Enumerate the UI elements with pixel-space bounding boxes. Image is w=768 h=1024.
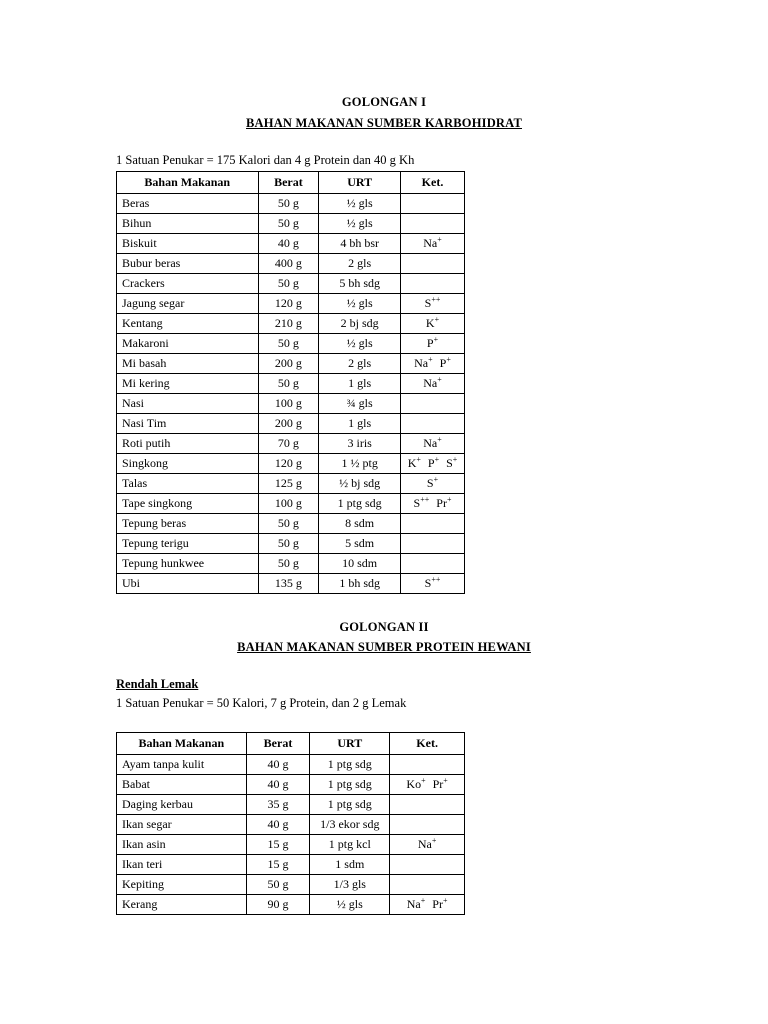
weight-cell: 90 g: [246, 895, 310, 915]
table-row: [117, 294, 465, 314]
column-header-urt: URT: [310, 733, 390, 755]
weight-cell: 50 g: [258, 514, 319, 534]
nutrient-level: +: [437, 235, 442, 244]
nutrient-code: Na: [406, 897, 421, 911]
table-row: [117, 354, 465, 374]
table-row: [117, 314, 465, 334]
urt-cell: 4 bh bsr: [319, 234, 401, 254]
weight-cell: 50 g: [258, 334, 319, 354]
weight-cell: 100 g: [258, 494, 319, 514]
weight-cell: 100 g: [258, 394, 319, 414]
table-row: [117, 795, 465, 815]
table-row: [117, 434, 465, 454]
weight-cell: 50 g: [258, 194, 319, 214]
table-row: [117, 234, 465, 254]
nutrient-code: Na: [423, 436, 438, 450]
weight-cell: 120 g: [258, 294, 319, 314]
urt-cell: ½ gls: [319, 334, 401, 354]
notes-cell: [401, 574, 465, 594]
weight-cell: 200 g: [258, 414, 319, 434]
nutrient-code: S: [426, 476, 434, 490]
food-name-cell: Jagung segar: [117, 294, 259, 314]
table-row: [117, 574, 465, 594]
nutrient-level: ++: [431, 295, 441, 304]
nutrient-code: K: [407, 456, 417, 470]
food-name-cell: Ikan segar: [117, 815, 247, 835]
table-row: [117, 334, 465, 354]
notes-cell: [401, 234, 465, 254]
food-name-cell: Roti putih: [117, 434, 259, 454]
weight-cell: 35 g: [246, 795, 310, 815]
section1-heading: GOLONGAN I: [341, 95, 427, 109]
urt-cell: 1 ½ ptg: [319, 454, 401, 474]
column-header-weight: Berat: [258, 172, 319, 194]
nutrient-code: Ko: [406, 777, 422, 791]
nutrient-level: +: [428, 355, 433, 364]
table-row: [117, 194, 465, 214]
notes-cell: [401, 494, 465, 514]
weight-cell: 50 g: [246, 875, 310, 895]
nutrient-level: +: [442, 896, 448, 905]
notes-cell: [401, 254, 465, 274]
notes-cell: [401, 474, 465, 494]
notes-cell: [401, 334, 465, 354]
weight-cell: 40 g: [258, 234, 319, 254]
food-name-cell: Beras: [117, 194, 259, 214]
food-name-cell: Mi kering: [117, 374, 259, 394]
food-name-cell: Tepung hunkwee: [117, 554, 259, 574]
table-row: [117, 835, 465, 855]
column-header-urt: URT: [319, 172, 401, 194]
nutrient-level: +: [443, 776, 448, 785]
notes-cell: [390, 835, 465, 855]
urt-cell: 1 ptg sdg: [319, 494, 401, 514]
urt-cell: ½ gls: [319, 194, 401, 214]
notes-cell: [401, 354, 465, 374]
urt-cell: ¾ gls: [319, 394, 401, 414]
section2-subheading: BAHAN MAKANAN SUMBER PROTEIN HEWANI: [237, 640, 531, 654]
food-name-cell: Kepiting: [117, 875, 247, 895]
urt-cell: 1 gls: [319, 414, 401, 434]
nutrient-code: S: [424, 576, 432, 590]
notes-cell: [401, 414, 465, 434]
weight-cell: 50 g: [258, 554, 319, 574]
food-name-cell: Bubur beras: [117, 254, 259, 274]
table-row: [117, 815, 465, 835]
nutrient-level: +: [433, 335, 439, 344]
urt-cell: 2 gls: [319, 254, 401, 274]
urt-cell: 1 gls: [319, 374, 401, 394]
urt-cell: 10 sdm: [319, 554, 401, 574]
weight-cell: 40 g: [246, 755, 310, 775]
section2-exchange-text: 1 Satuan Penukar = 50 Kalori, 7 g Protein, dan 2 g Lemak: [116, 696, 407, 710]
table-row: [117, 855, 465, 875]
notes-cell: [390, 815, 465, 835]
nutrient-level: +: [446, 495, 452, 504]
food-name-cell: Nasi Tim: [117, 414, 259, 434]
nutrient-level: +: [416, 455, 421, 464]
table-header-row: [117, 733, 465, 755]
notes-cell: [390, 895, 465, 915]
nutrient-code: S: [413, 496, 421, 510]
food-name-cell: Singkong: [117, 454, 259, 474]
food-name-cell: Ikan teri: [117, 855, 247, 875]
nutrient-code: P: [427, 456, 435, 470]
urt-cell: ½ gls: [319, 294, 401, 314]
food-name-cell: Kerang: [117, 895, 247, 915]
table-row: [117, 474, 465, 494]
food-name-cell: Ayam tanpa kulit: [117, 755, 247, 775]
urt-cell: 2 bj sdg: [319, 314, 401, 334]
table-row: [117, 514, 465, 534]
table-row: [117, 494, 465, 514]
weight-cell: 15 g: [246, 855, 310, 875]
nutrient-code: P: [426, 336, 434, 350]
urt-cell: 1 ptg kcl: [310, 835, 390, 855]
weight-cell: 400 g: [258, 254, 319, 274]
urt-cell: 1/3 ekor sdg: [310, 815, 390, 835]
column-header-notes: Ket.: [390, 733, 465, 755]
notes-cell: [401, 194, 465, 214]
food-name-cell: Nasi: [117, 394, 259, 414]
table-row: [117, 755, 465, 775]
section2-heading: GOLONGAN II: [339, 620, 429, 634]
notes-cell: [401, 554, 465, 574]
notes-cell: [390, 775, 465, 795]
weight-cell: 200 g: [258, 354, 319, 374]
urt-cell: ½ gls: [319, 214, 401, 234]
weight-cell: 50 g: [258, 274, 319, 294]
notes-cell: [390, 755, 465, 775]
table-row: [117, 454, 465, 474]
table-row: [117, 875, 465, 895]
nutrient-code: Na: [423, 236, 438, 250]
nutrient-code: S: [424, 296, 432, 310]
urt-cell: 2 gls: [319, 354, 401, 374]
notes-cell: [390, 875, 465, 895]
weight-cell: 50 g: [258, 214, 319, 234]
column-header-food: Bahan Makanan: [117, 733, 247, 755]
nutrient-level: +: [437, 435, 442, 444]
food-name-cell: Crackers: [117, 274, 259, 294]
carbohydrate-table: [116, 171, 465, 594]
nutrient-level: +: [452, 455, 458, 464]
urt-cell: 1 bh sdg: [319, 574, 401, 594]
urt-cell: 5 bh sdg: [319, 274, 401, 294]
urt-cell: ½ gls: [310, 895, 390, 915]
notes-cell: [401, 374, 465, 394]
food-name-cell: Kentang: [117, 314, 259, 334]
urt-cell: 1 sdm: [310, 855, 390, 875]
notes-cell: [401, 534, 465, 554]
notes-cell: [390, 795, 465, 815]
nutrient-level: +: [431, 836, 437, 845]
table-row: [117, 274, 465, 294]
food-name-cell: Daging kerbau: [117, 795, 247, 815]
urt-cell: ½ bj sdg: [319, 474, 401, 494]
food-name-cell: Tape singkong: [117, 494, 259, 514]
table-row: [117, 534, 465, 554]
table-row: [117, 554, 465, 574]
notes-cell: [401, 394, 465, 414]
food-name-cell: Talas: [117, 474, 259, 494]
weight-cell: 50 g: [258, 534, 319, 554]
table-row: [117, 414, 465, 434]
notes-cell: [401, 294, 465, 314]
nutrient-level: ++: [431, 575, 441, 584]
nutrient-level: +: [437, 375, 442, 384]
notes-cell: [401, 514, 465, 534]
notes-cell: [401, 454, 465, 474]
table-row: [117, 895, 465, 915]
section2-subsection-title: Rendah Lemak: [116, 677, 199, 691]
weight-cell: 40 g: [246, 775, 310, 795]
nutrient-level: ++: [420, 495, 430, 504]
table-row: [117, 254, 465, 274]
nutrient-level: +: [433, 475, 439, 484]
weight-cell: 15 g: [246, 835, 310, 855]
table-row: [117, 394, 465, 414]
column-header-weight: Berat: [246, 733, 310, 755]
weight-cell: 70 g: [258, 434, 319, 454]
weight-cell: 120 g: [258, 454, 319, 474]
column-header-notes: Ket.: [401, 172, 465, 194]
notes-cell: [401, 274, 465, 294]
nutrient-level: +: [420, 896, 426, 905]
urt-cell: 5 sdm: [319, 534, 401, 554]
urt-cell: 1/3 gls: [310, 875, 390, 895]
weight-cell: 125 g: [258, 474, 319, 494]
urt-cell: 1 ptg sdg: [310, 795, 390, 815]
nutrient-code: Pr: [436, 496, 447, 510]
notes-cell: [401, 314, 465, 334]
urt-cell: 8 sdm: [319, 514, 401, 534]
food-name-cell: Bihun: [117, 214, 259, 234]
nutrient-code: K: [425, 316, 435, 330]
table-header-row: [117, 172, 465, 194]
animal-protein-table: [116, 732, 465, 915]
weight-cell: 40 g: [246, 815, 310, 835]
nutrient-code: Pr: [432, 897, 443, 911]
food-name-cell: Mi basah: [117, 354, 259, 374]
notes-cell: [401, 214, 465, 234]
column-header-food: Bahan Makanan: [117, 172, 259, 194]
urt-cell: 1 ptg sdg: [310, 775, 390, 795]
urt-cell: 3 iris: [319, 434, 401, 454]
food-name-cell: Biskuit: [117, 234, 259, 254]
nutrient-code: Pr: [432, 777, 444, 791]
table-row: [117, 775, 465, 795]
section1-subheading: BAHAN MAKANAN SUMBER KARBOHIDRAT: [246, 116, 522, 130]
nutrient-code: S: [446, 456, 453, 470]
food-name-cell: Tepung beras: [117, 514, 259, 534]
nutrient-level: +: [446, 355, 451, 364]
nutrient-level: +: [434, 455, 440, 464]
notes-cell: [390, 855, 465, 875]
table-row: [117, 214, 465, 234]
notes-cell: [401, 434, 465, 454]
section1-exchange-text: 1 Satuan Penukar = 175 Kalori dan 4 g Protein dan 40 g Kh: [116, 153, 415, 167]
food-name-cell: Ubi: [117, 574, 259, 594]
nutrient-code: Na: [423, 376, 438, 390]
weight-cell: 135 g: [258, 574, 319, 594]
weight-cell: 210 g: [258, 314, 319, 334]
weight-cell: 50 g: [258, 374, 319, 394]
nutrient-level: +: [421, 776, 426, 785]
food-name-cell: Babat: [117, 775, 247, 795]
food-name-cell: Tepung terigu: [117, 534, 259, 554]
nutrient-code: Na: [414, 356, 429, 370]
food-name-cell: Makaroni: [117, 334, 259, 354]
nutrient-code: Na: [417, 837, 432, 851]
nutrient-level: +: [434, 315, 440, 324]
urt-cell: 1 ptg sdg: [310, 755, 390, 775]
food-name-cell: Ikan asin: [117, 835, 247, 855]
nutrient-code: P: [439, 356, 447, 370]
table-row: [117, 374, 465, 394]
